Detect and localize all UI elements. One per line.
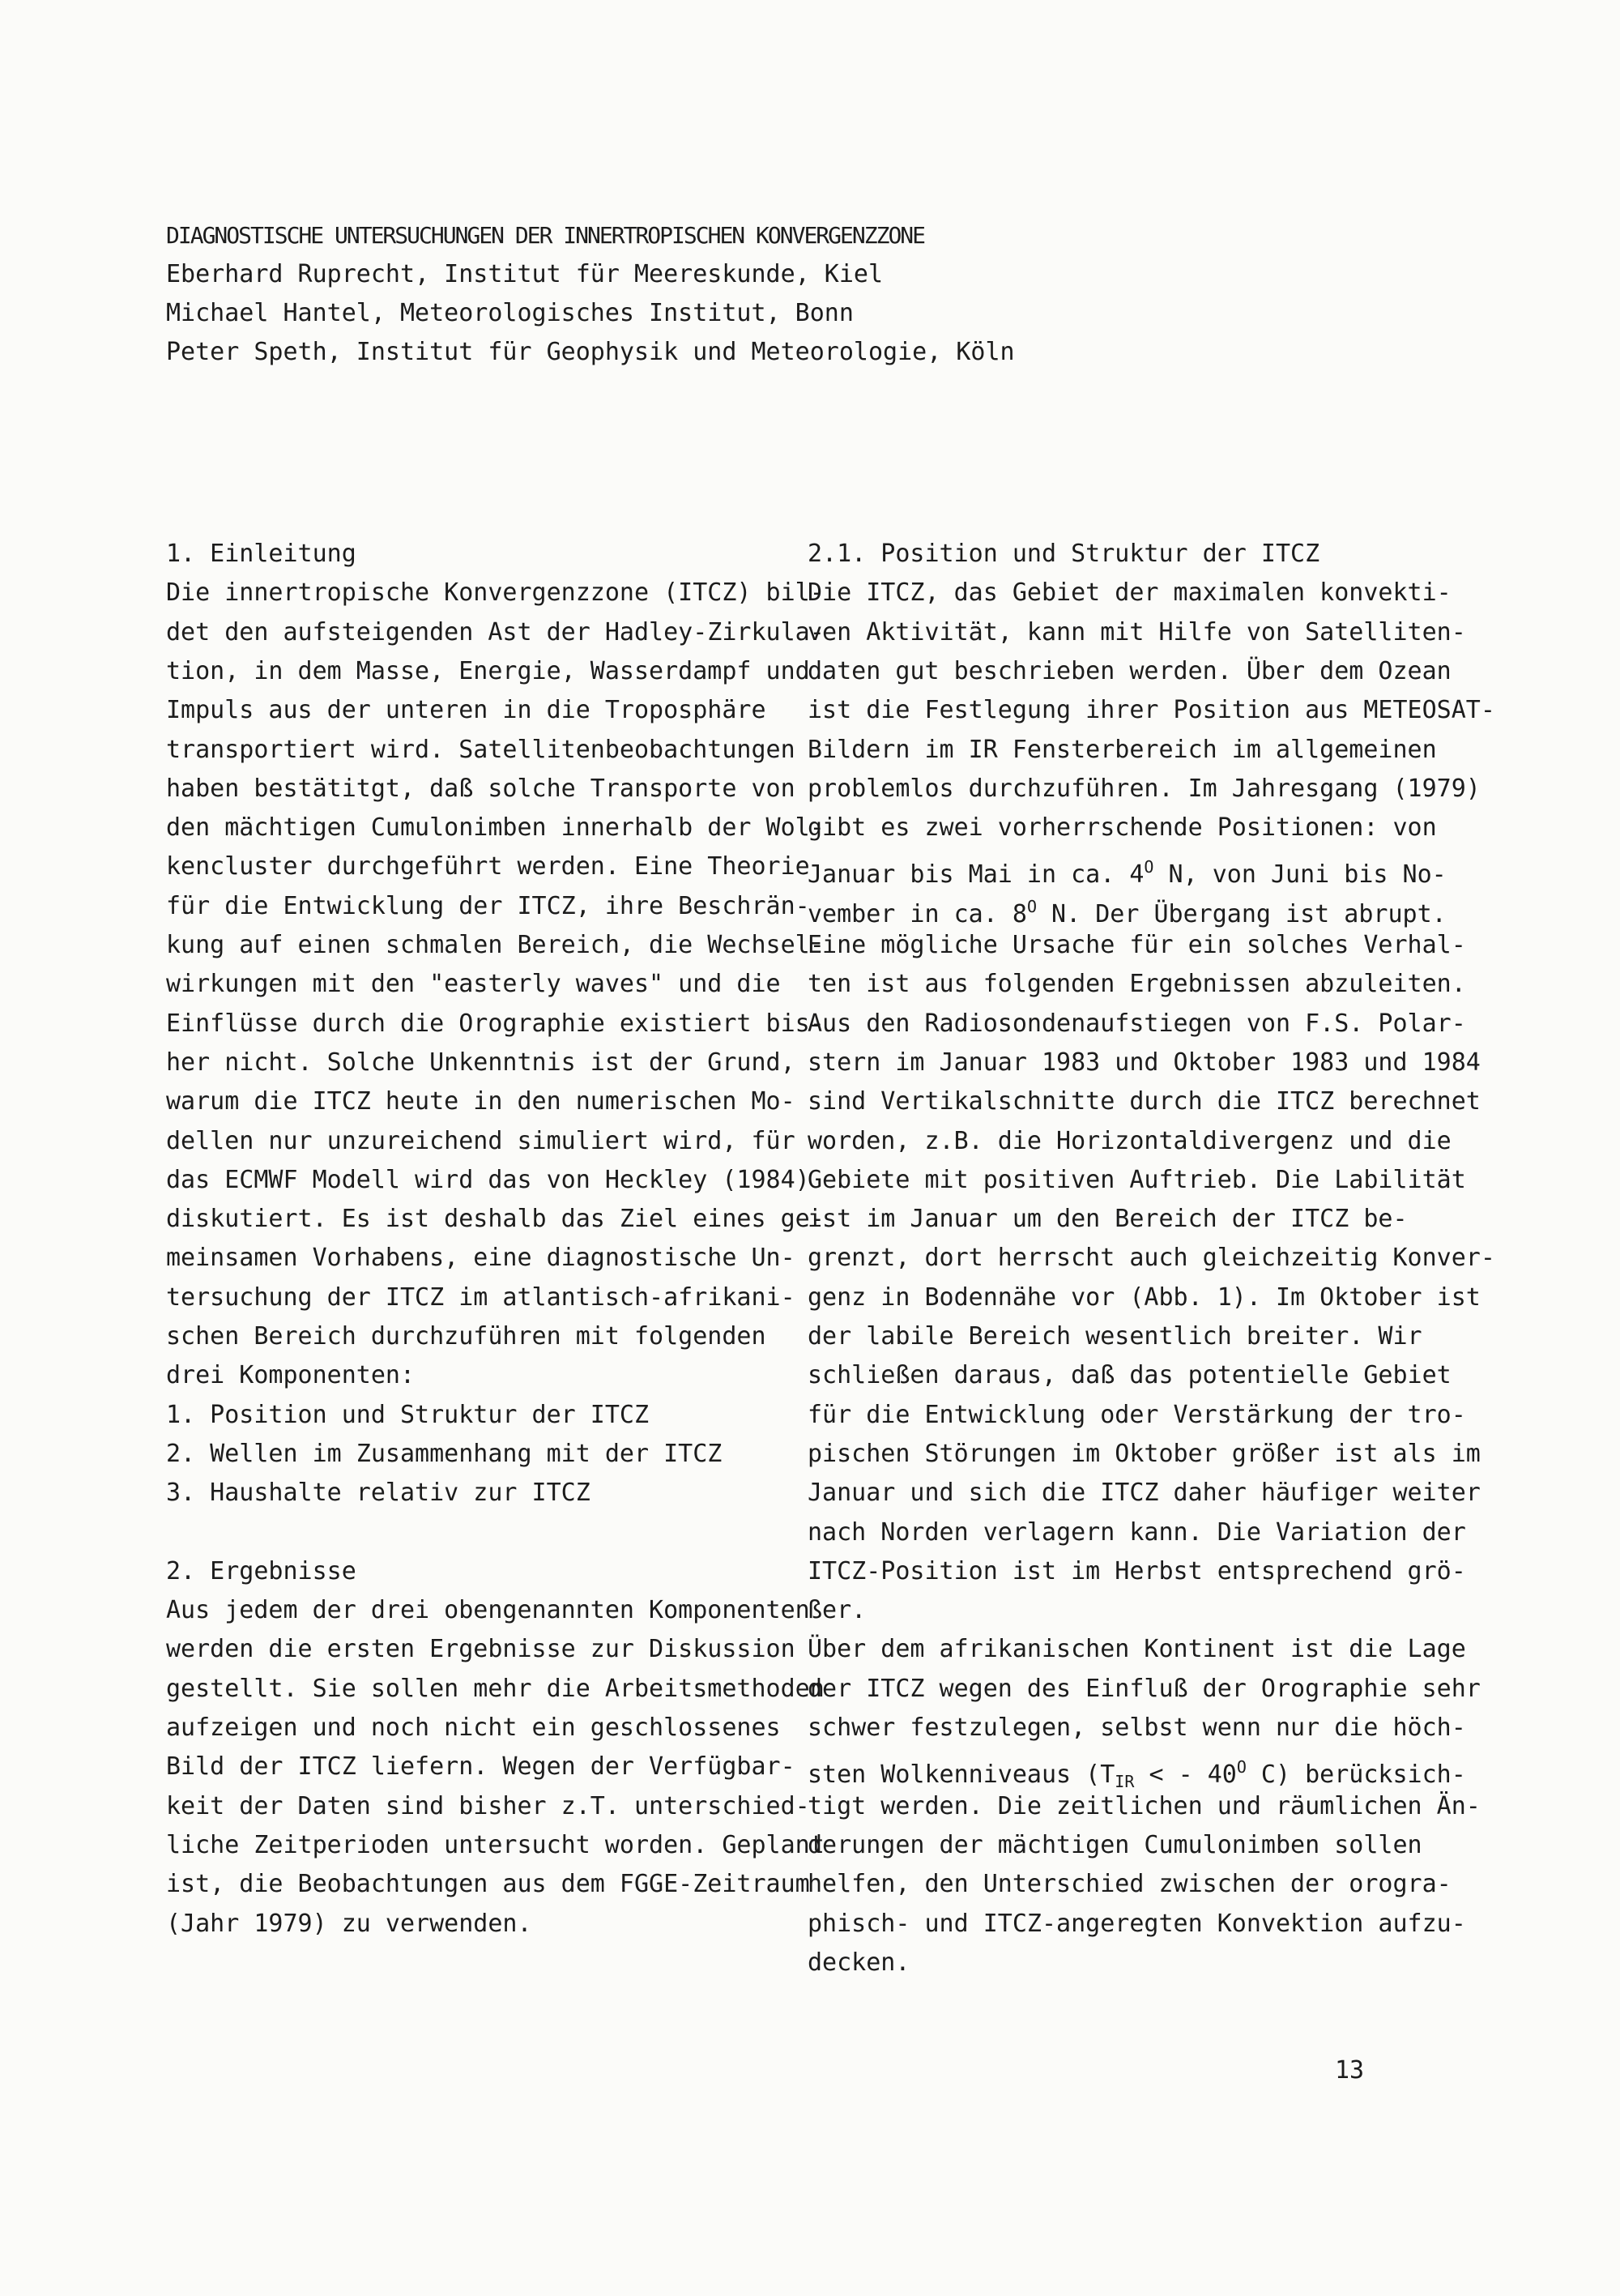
text-line: Impuls aus der unteren in die Troposphäre	[166, 696, 766, 725]
text-line: meinsamen Vorhabens, eine diagnostische Un-	[166, 1244, 795, 1273]
text-fragment: C) berücksich-	[1246, 1760, 1466, 1790]
author-line: Peter Speth, Institut für Geophysik und Meteorologie, Köln	[166, 338, 1015, 366]
text-line: 2. Wellen im Zusammenhang mit der ITCZ	[166, 1439, 723, 1468]
text-line: ßer.	[808, 1596, 867, 1625]
text-line: schwer festzulegen, selbst wenn nur die höch-	[808, 1713, 1466, 1742]
text-line: (Jahr 1979) zu verwenden.	[166, 1909, 532, 1938]
text-line: grenzt, dort herrscht auch gleichzeitig Konver-	[808, 1244, 1495, 1273]
text-line: pischen Störungen im Oktober größer ist als im	[808, 1439, 1481, 1468]
text-line: für die Entwicklung der ITCZ, ihre Beschrän-	[166, 891, 810, 920]
text-line: gestellt. Sie sollen mehr die Arbeitsmethoden	[166, 1674, 825, 1703]
text-line: Aus den Radiosondenaufstiegen von F.S. Polar-	[808, 1009, 1466, 1038]
text-line: den mächtigen Cumulonimben innerhalb der Wol-	[166, 813, 825, 843]
text-line: 3. Haushalte relativ zur ITCZ	[166, 1479, 590, 1508]
section-heading: 1. Einleitung	[166, 540, 356, 568]
text-line: der ITCZ wegen des Einfluß der Orographie sehr	[808, 1674, 1481, 1703]
text-line: genz in Bodennähe vor (Abb. 1). Im Oktober ist	[808, 1282, 1481, 1312]
text-line: der labile Bereich wesentlich breiter. Wir	[808, 1322, 1422, 1351]
text-line: Bild der ITCZ liefern. Wegen der Verfügbar-	[166, 1752, 795, 1782]
degree-superscript: O	[1236, 1757, 1247, 1777]
text-line: tigt werden. Die zeitlichen und räumlichen Än-	[808, 1791, 1481, 1820]
author-line: Michael Hantel, Meteorologisches Institut, Bonn	[166, 299, 854, 327]
text-line: 1. Position und Struktur der ITCZ	[166, 1400, 650, 1429]
text-line: Die innertropische Konvergenzzone (ITCZ) bil-	[166, 578, 825, 608]
text-line: keit der Daten sind bisher z.T. unterschied-	[166, 1791, 810, 1820]
text-line: aufzeigen und noch nicht ein geschlossenes	[166, 1713, 781, 1742]
text-line: tion, in dem Masse, Energie, Wasserdampf und	[166, 656, 810, 685]
section-heading: 2.1. Position und Struktur der ITCZ	[808, 540, 1320, 568]
text-line	[808, 851, 1447, 891]
text-line: kung auf einen schmalen Bereich, die Wechsel-	[166, 931, 825, 959]
text-line: daten gut beschrieben werden. Über dem Ozean	[808, 656, 1452, 685]
text-line: ITCZ-Position ist im Herbst entsprechend grö-	[808, 1556, 1466, 1585]
text-line: ist im Januar um den Bereich der ITCZ be-	[808, 1205, 1408, 1234]
text-line: her nicht. Solche Unkenntnis ist der Grund,	[166, 1048, 795, 1077]
text-fragment: sten Wolkenniveaus (T	[808, 1760, 1115, 1790]
text-line: haben bestätitgt, daß solche Transporte von	[166, 774, 795, 803]
text-line: det den aufsteigenden Ast der Hadley-Zirkula-	[166, 617, 825, 647]
text-line: Bildern im IR Fensterbereich im allgemeinen	[808, 735, 1437, 764]
text-line: stern im Januar 1983 und Oktober 1983 und 1984	[808, 1048, 1481, 1077]
text-fragment: Januar bis Mai in ca. 4	[808, 860, 1145, 890]
text-line: werden die ersten Ergebnisse zur Diskussion	[166, 1635, 795, 1664]
text-line	[808, 890, 1447, 931]
text-fragment: < - 40	[1134, 1760, 1237, 1790]
text-line: wirkungen mit den "easterly waves" und die	[166, 970, 781, 999]
text-line: ist die Festlegung ihrer Position aus METEOSAT-	[808, 696, 1495, 725]
text-line: Aus jedem der drei obengenannten Komponenten	[166, 1596, 810, 1625]
text-line: warum die ITCZ heute in den numerischen Mo-	[166, 1087, 795, 1116]
text-fragment: vember in ca. 8	[808, 899, 1027, 928]
text-line: sind Vertikalschnitte durch die ITCZ berechnet	[808, 1087, 1481, 1116]
text-line: schen Bereich durchzuführen mit folgenden	[166, 1322, 766, 1351]
page-number: 13	[1335, 2056, 1365, 2085]
text-line: gibt es zwei vorherrschende Positionen: von	[808, 813, 1437, 843]
text-line: Die ITCZ, das Gebiet der maximalen konvekti-	[808, 578, 1452, 608]
text-line: tersuchung der ITCZ im atlantisch-afrikani-	[166, 1282, 795, 1312]
text-line: ist, die Beobachtungen aus dem FGGE-Zeitraum	[166, 1870, 810, 1899]
text-line: drei Komponenten:	[166, 1361, 416, 1390]
text-line: Einflüsse durch die Orographie existiert bis-	[166, 1009, 825, 1038]
text-line: decken.	[808, 1948, 910, 1977]
subscript: IR	[1115, 1772, 1135, 1792]
text-line: schließen daraus, daß das potentielle Gebiet	[808, 1361, 1452, 1390]
text-line: transportiert wird. Satellitenbeobachtungen	[166, 735, 795, 764]
document-title: DIAGNOSTISCHE UNTERSUCHUNGEN DER INNERTROPISCHEN KONVERGENZZONE	[166, 222, 925, 249]
text-fragment: N, von Juni bis No-	[1153, 860, 1447, 890]
text-line: problemlos durchzuführen. Im Jahresgang (1979)	[808, 774, 1481, 803]
text-line: Januar und sich die ITCZ daher häufiger weiter	[808, 1479, 1481, 1508]
text-line: Über dem afrikanischen Kontinent ist die Lage	[808, 1635, 1466, 1664]
text-line: das ECMWF Modell wird das von Heckley (1984)	[166, 1165, 810, 1194]
degree-superscript: O	[1144, 857, 1154, 877]
text-line: für die Entwicklung oder Verstärkung der tro-	[808, 1400, 1466, 1429]
text-line: ten ist aus folgenden Ergebnissen abzuleiten.	[808, 970, 1466, 999]
section-heading: 2. Ergebnisse	[166, 1556, 356, 1585]
text-line: kencluster durchgeführt werden. Eine Theorie	[166, 852, 810, 881]
text-line: derungen der mächtigen Cumulonimben sollen	[808, 1830, 1422, 1859]
text-line: Eine mögliche Ursache für ein solches Verhal-	[808, 931, 1466, 959]
text-line: phisch- und ITCZ-angeregten Konvektion aufzu-	[808, 1909, 1466, 1938]
degree-superscript: O	[1026, 896, 1037, 916]
text-line: diskutiert. Es ist deshalb das Ziel eines ge-	[166, 1205, 825, 1234]
text-line: nach Norden verlagern kann. Die Variation der	[808, 1517, 1466, 1547]
text-line: dellen nur unzureichend simuliert wird, für	[166, 1126, 795, 1155]
text-line: helfen, den Unterschied zwischen der orogra-	[808, 1870, 1452, 1899]
text-line: liche Zeitperioden untersucht worden. Geplant	[166, 1830, 825, 1859]
text-line: Gebiete mit positiven Auftrieb. Die Labilität	[808, 1165, 1466, 1194]
text-fragment: N. Der Übergang ist abrupt.	[1036, 899, 1447, 928]
text-line: worden, z.B. die Horizontaldivergenz und die	[808, 1126, 1452, 1155]
author-line: Eberhard Ruprecht, Institut für Meereskunde, Kiel	[166, 260, 884, 288]
text-line: ven Aktivität, kann mit Hilfe von Satelliten-	[808, 617, 1466, 647]
